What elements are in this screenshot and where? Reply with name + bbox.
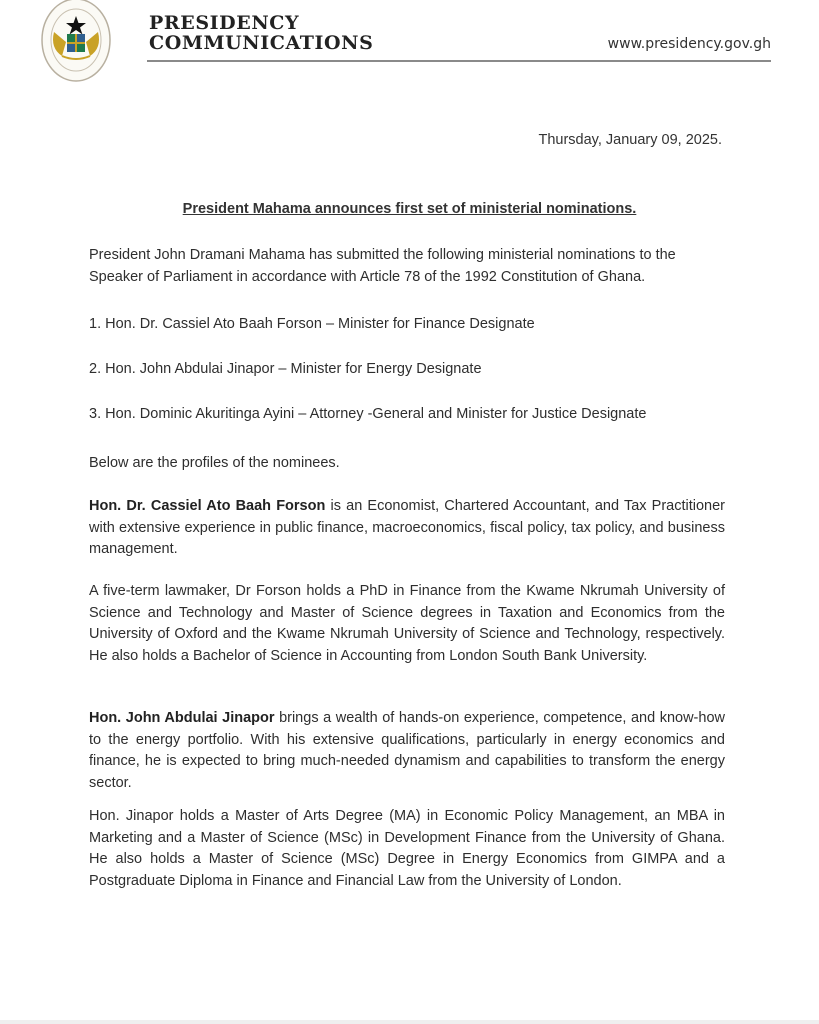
nomination-item-1: 1. Hon. Dr. Cassiel Ato Baah Forson – Minister for Finance Designate: [89, 316, 535, 332]
profile-forson-lead: is an Economist, Chartered Accountant, and Tax Practitioner with extensive experience in public finance, macroeconomics, fiscal policy, tax policy, and business management.: [89, 498, 725, 557]
coat-of-arms-seal-icon: [40, 0, 112, 84]
header-divider: [147, 60, 771, 62]
profile-jinapor-summary: [89, 708, 725, 794]
profile-jinapor-lead: brings a wealth of hands-on experience, competence, and know-how to the energy portfolio. With his extensive qualifications, particularly in energy economics and finance, he is expected to bring much-needed dynamism and capabilities to transform the energy sector.: [89, 710, 725, 791]
letterhead: [0, 0, 819, 80]
brand-line-presidency: PRESIDENCY: [149, 12, 300, 34]
profile-forson-summary: [89, 496, 725, 561]
document-title: President Mahama announces first set of ministerial nominations.: [182, 201, 637, 217]
nomination-item-2: 2. Hon. John Abdulai Jinapor – Minister for Energy Designate: [89, 361, 482, 377]
profile-forson-name: Hon. Dr. Cassiel Ato Baah Forson: [89, 498, 326, 514]
website-link[interactable]: www.presidency.gov.gh: [607, 36, 771, 52]
profile-jinapor-detail: Hon. Jinapor holds a Master of Arts Degree (MA) in Economic Policy Management, an MBA in Marketing and a Master of Science (MSc) in Development Finance from the University of Ghana. He also holds a Master of Science (MSc) Degree in Energy Economics from GIMPA and a Postgraduate Diploma in Finance and Financial Law from the University of London.: [89, 808, 725, 889]
profiles-intro: Below are the profiles of the nominees.: [89, 455, 340, 471]
document-date: Thursday, January 09, 2025.: [538, 132, 722, 148]
page-bottom-edge: [0, 1020, 819, 1024]
brand-title: [149, 13, 373, 53]
intro-paragraph: President John Dramani Mahama has submitted the following ministerial nominations to the Speaker of Parliament in accordance with Article 78 of the 1992 Constitution of Ghana.: [89, 247, 676, 285]
brand-line-communications: COMMUNICATIONS: [149, 32, 374, 54]
profile-forson-detail: A five-term lawmaker, Dr Forson holds a PhD in Finance from the Kwame Nkrumah University of Science and Technology and Master of Science degrees in Taxation and Economics from the University of Oxford and the Kwame Nkrumah University of Science and Technology, respectively. He also holds a Bachelor of Science in Accounting from London South Bank University.: [89, 583, 725, 664]
profile-jinapor-name: Hon. John Abdulai Jinapor: [89, 710, 275, 726]
nomination-item-3: 3. Hon. Dominic Akuritinga Ayini – Attorney -General and Minister for Justice Designate: [89, 406, 647, 422]
